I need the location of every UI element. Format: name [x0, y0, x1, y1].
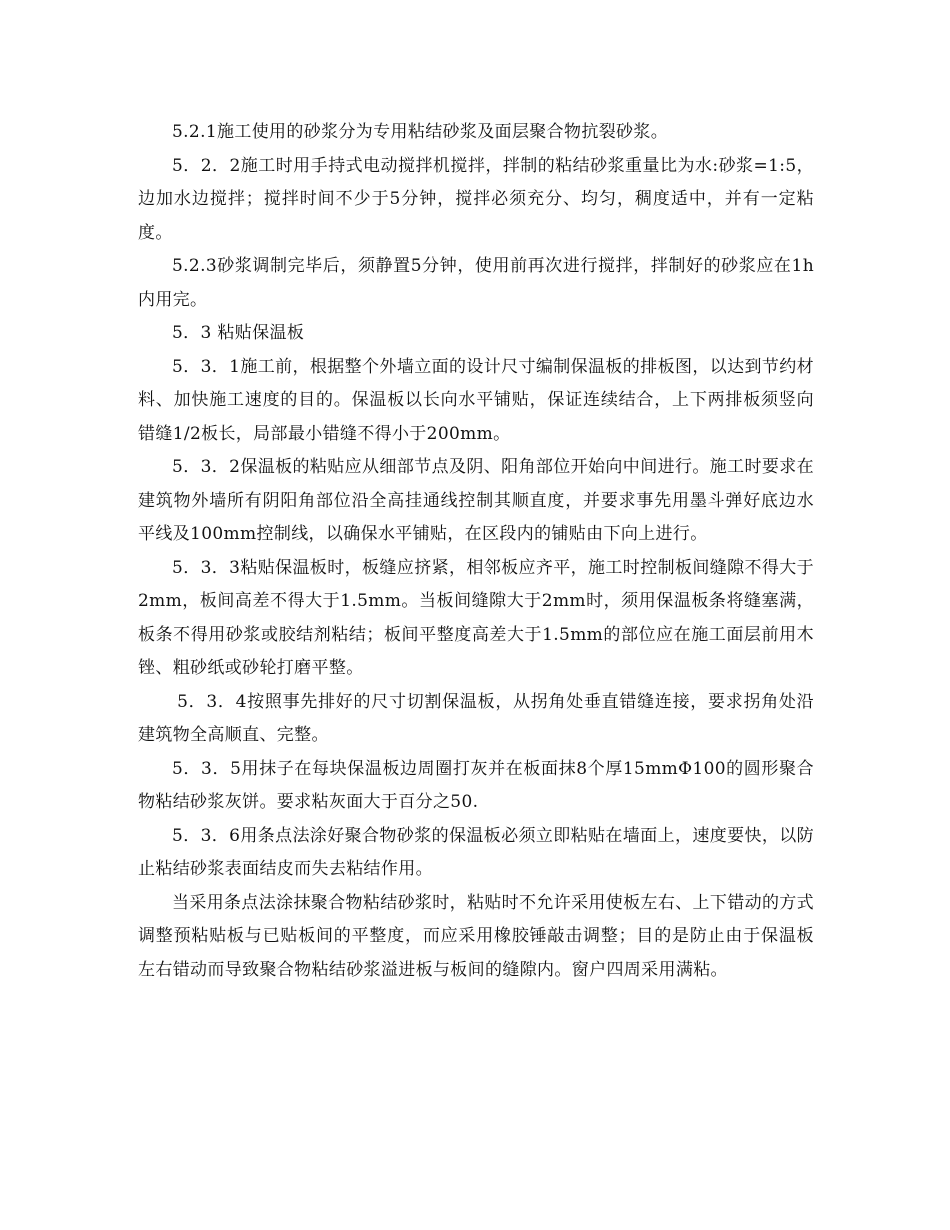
- paragraph-5-3-4: 5．3．4按照事先排好的尺寸切割保温板，从拐角处垂直错缝连接，要求拐角处沿建筑物全高顺直、完整。: [138, 691, 814, 745]
- paragraph-5-3-3: 5．3．3粘贴保温板时，板缝应挤紧，相邻板应齐平，施工时控制板间缝隙不得大于2mm，板间高差不得大于1.5mm。当板间缝隙大于2mm时，须用保温板条将缝塞满，板条不得用砂浆或胶结剂粘结；板间平整度高差大于1.5mm的部位应在施工面层前用木锉、粗砂纸或砂轮打磨平整。: [138, 557, 814, 678]
- paragraph-5-2-3: 5.2.3砂浆调制完毕后，须静置5分钟，使用前再次进行搅拌，拌制好的砂浆应在1h内用完。: [138, 256, 814, 310]
- paragraph-5-3-6: 5．3．6用条点法涂好聚合物砂浆的保温板必须立即粘贴在墙面上，速度要快，以防止粘结砂浆表面结皮而失去粘结作用。: [138, 825, 814, 879]
- paragraph-5-2-2: 5．2．2施工时用手持式电动搅拌机搅拌，拌制的粘结砂浆重量比为水:砂浆=1:5，边加水边搅拌；搅拌时间不少于5分钟，搅拌必须充分、均匀，稠度适中，并有一定粘度。: [138, 155, 814, 243]
- section-heading-5-3: 5．3 粘贴保温板: [172, 323, 305, 343]
- paragraph-5-3-5: 5．3．5用抹子在每块保温板边周圈打灰并在板面抹8个厚15mmΦ100的圆形聚合物粘结砂浆灰饼。要求粘灰面大于百分之50.: [138, 758, 814, 812]
- paragraph-closing-note: 当采用条点法涂抹聚合物粘结砂浆时，粘贴时不允许采用使板左右、上下错动的方式调整预粘贴板与已贴板间的平整度，而应采用橡胶锤敲击调整；目的是防止由于保温板左右错动而导致聚合物粘结砂浆溢进板与板间的缝隙内。窗户四周采用满粘。: [138, 892, 814, 980]
- paragraph-5-2-1: 5.2.1施工使用的砂浆分为专用粘结砂浆及面层聚合物抗裂砂浆。: [172, 122, 669, 142]
- paragraph-5-3-2: 5．3．2保温板的粘贴应从细部节点及阴、阳角部位开始向中间进行。施工时要求在建筑物外墙所有阴阳角部位沿全高挂通线控制其顺直度，并要求事先用墨斗弹好底边水平线及100mm控制线，以确保水平铺贴，在区段内的铺贴由下向上进行。: [138, 457, 814, 544]
- paragraph-5-3-1: 5．3．1施工前，根据整个外墙立面的设计尺寸编制保温板的排板图，以达到节约材料、加快施工速度的目的。保温板以长向水平铺贴，保证连续结合，上下两排板须竖向错缝1/2板长，局部最小错缝不得小于200mm。: [138, 356, 814, 444]
- document-body: [138, 116, 814, 987]
